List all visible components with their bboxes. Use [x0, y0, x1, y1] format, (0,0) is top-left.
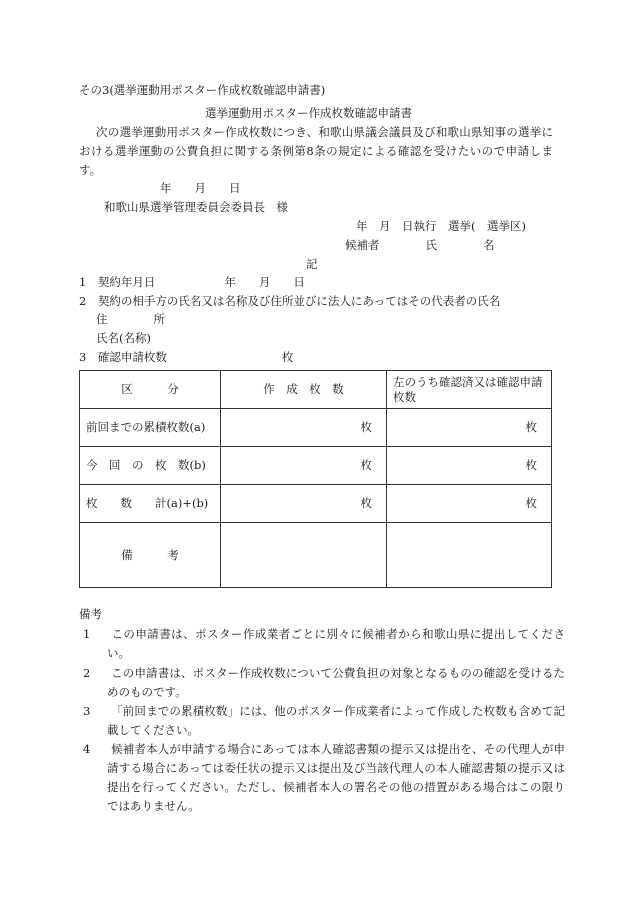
remarks-cell: [387, 523, 552, 588]
note-text: この申請書は、ポスター作成枚数について公費負担の対象となるものの確認を受けるためのものです。: [107, 666, 565, 699]
note-item: [83, 664, 565, 702]
row-label: 備 考: [80, 523, 221, 588]
row-label: 今 回 の 枚 数(b): [80, 447, 221, 485]
note-text: 「前回までの累積枚数」には、他のポスター作成業者によって作成した枚数も含めて記載してください。: [107, 704, 565, 737]
intro-paragraph: 次の選挙運動用ポスター作成枚数につき、和歌山県議会議員及び和歌山県知事の選挙における選挙運動の公費負担に関する条例第8条の規定による確認を受けたいので申請します。: [79, 125, 553, 177]
count-cell: 枚: [387, 485, 552, 523]
table-header: 区 分: [80, 371, 221, 409]
table-row: [80, 485, 552, 523]
ki-label: 記: [306, 257, 318, 271]
election-line: 年 月 日執行 選挙( 選挙区): [356, 219, 526, 233]
note-number: 1: [83, 627, 91, 641]
note-text: この申請書は、ポスター作成業者ごとに別々に候補者から和歌山県に提出してください。: [107, 627, 565, 660]
candidate-line: 候補者 氏 名: [345, 238, 495, 252]
row-label: 前回までの累積枚数(a): [80, 409, 221, 447]
count-cell: 枚: [221, 409, 387, 447]
row-label: 枚 数 計(a)+(b): [80, 485, 221, 523]
table-header-row: [80, 371, 552, 409]
note-text: 候補者本人が申請する場合にあっては本人確認書類の提示又は提出を、その代理人が申請する場合にあっては委任状の提示又は提出及び当該代理人の本人確認書類の提示又は提出を行ってください。ただし、候補者本人の署名その他の措置がある場合はこの限りではありません。: [107, 742, 565, 813]
count-cell: 枚: [387, 409, 552, 447]
remarks-cell: [221, 523, 387, 588]
table-header: 作 成 枚 数: [221, 371, 387, 409]
count-cell: 枚: [221, 485, 387, 523]
name-label: 氏名(名称): [96, 331, 151, 345]
item-contractor: 2 契約の相手方の氏名又は名称及び住所並びに法人にあってはその代表者の氏名: [79, 294, 501, 308]
table-row: [80, 523, 552, 588]
item-contract-date: 1 契約年月日 年 月 日: [79, 275, 305, 289]
note-number: 4: [83, 742, 91, 756]
count-table: [79, 370, 552, 588]
table-row: [80, 447, 552, 485]
note-number: 2: [83, 666, 91, 680]
address-label: 住 所: [96, 312, 165, 326]
count-cell: 枚: [387, 447, 552, 485]
item-requested-count: 3 確認申請枚数 枚: [79, 350, 294, 364]
note-item: [83, 702, 565, 740]
document-title: 選挙運動用ポスター作成枚数確認申請書: [205, 106, 412, 120]
notes-heading: 備考: [79, 607, 102, 621]
note-item: [83, 625, 565, 663]
table-row: [80, 409, 552, 447]
form-label: その3(選挙運動用ポスター作成枚数確認申請書): [79, 83, 326, 97]
addressee: 和歌山県選挙管理委員会委員長 様: [104, 200, 288, 214]
table-header: 左のうち確認済又は確認申請枚数: [387, 371, 552, 409]
application-date: 年 月 日: [160, 181, 241, 195]
count-cell: 枚: [221, 447, 387, 485]
note-item: [83, 740, 565, 816]
note-number: 3: [83, 704, 91, 718]
